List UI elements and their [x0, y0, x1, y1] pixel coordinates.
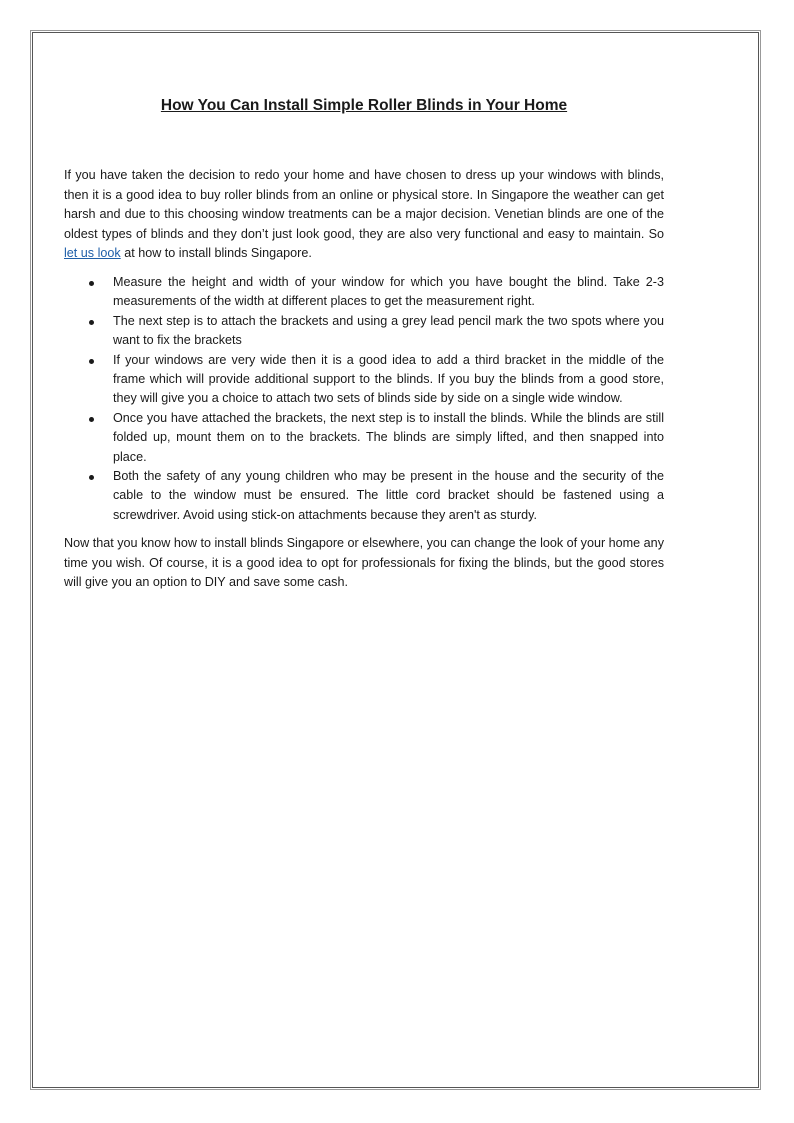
- intro-text-end: at how to install blinds Singapore.: [120, 246, 312, 261]
- steps-list: [64, 273, 664, 525]
- list-item-text: Both the safety of any young children who may be present in the house and the security of the cable to the window must be ensured. The little cord bracket should be fastened using a screwdriver. Avoid using stick-on attachments because they aren't as sturdy.: [113, 469, 664, 522]
- list-item: [64, 409, 664, 467]
- list-item-text: Once you have attached the brackets, the next step is to install the blinds. While the blinds are still folded up, mount them on to the brackets. The blinds are simply lifted, and then snapped into place.: [113, 410, 664, 464]
- conclusion-paragraph: Now that you know how to install blinds Singapore or elsewhere, you can change the look of your home any time you wish. Of course, it is a good idea to opt for professionals for fixing the blinds, but the good stores will give you an option to DIY and save some cash.: [64, 536, 664, 590]
- list-item: [64, 351, 664, 409]
- bullet-icon: [89, 281, 94, 286]
- list-item-text: If your windows are very wide then it is a good idea to add a third bracket in the middle of the frame which will provide additional support to the blinds. If you buy the blinds from a good store, they will give you a choice to attach two sets of blinds side by side on a single wide window.: [113, 352, 664, 406]
- intro-paragraph: [64, 166, 664, 264]
- bullet-icon: [89, 320, 94, 325]
- list-item: [64, 312, 664, 351]
- let-us-look-link[interactable]: let us look: [64, 246, 121, 261]
- document-title: How You Can Install Simple Roller Blinds in Your Home: [160, 97, 568, 114]
- list-item-text: The next step is to attach the brackets and using a grey lead pencil mark the two spots where you want to fix the brackets: [113, 313, 664, 348]
- list-item: [64, 467, 664, 525]
- list-item: [64, 273, 664, 312]
- intro-text-start: If you have taken the decision to redo your home and have chosen to dress up your windows with blinds, then it is a good idea to buy roller blinds from an online or physical store. In Singapore the weather can get harsh and due to this choosing window treatments can be a major decision. Venetian blinds are one of the oldest types of blinds and they don’t just look good, they are also very functional and easy to maintain. So: [64, 168, 664, 241]
- bullet-icon: [89, 417, 94, 422]
- bullet-icon: [89, 475, 94, 480]
- document-body: [64, 64, 664, 593]
- list-item-text: Measure the height and width of your window for which you have bought the blind. Take 2-3 measurements of the width at different places to get the measurement right.: [113, 274, 664, 309]
- bullet-icon: [89, 359, 94, 364]
